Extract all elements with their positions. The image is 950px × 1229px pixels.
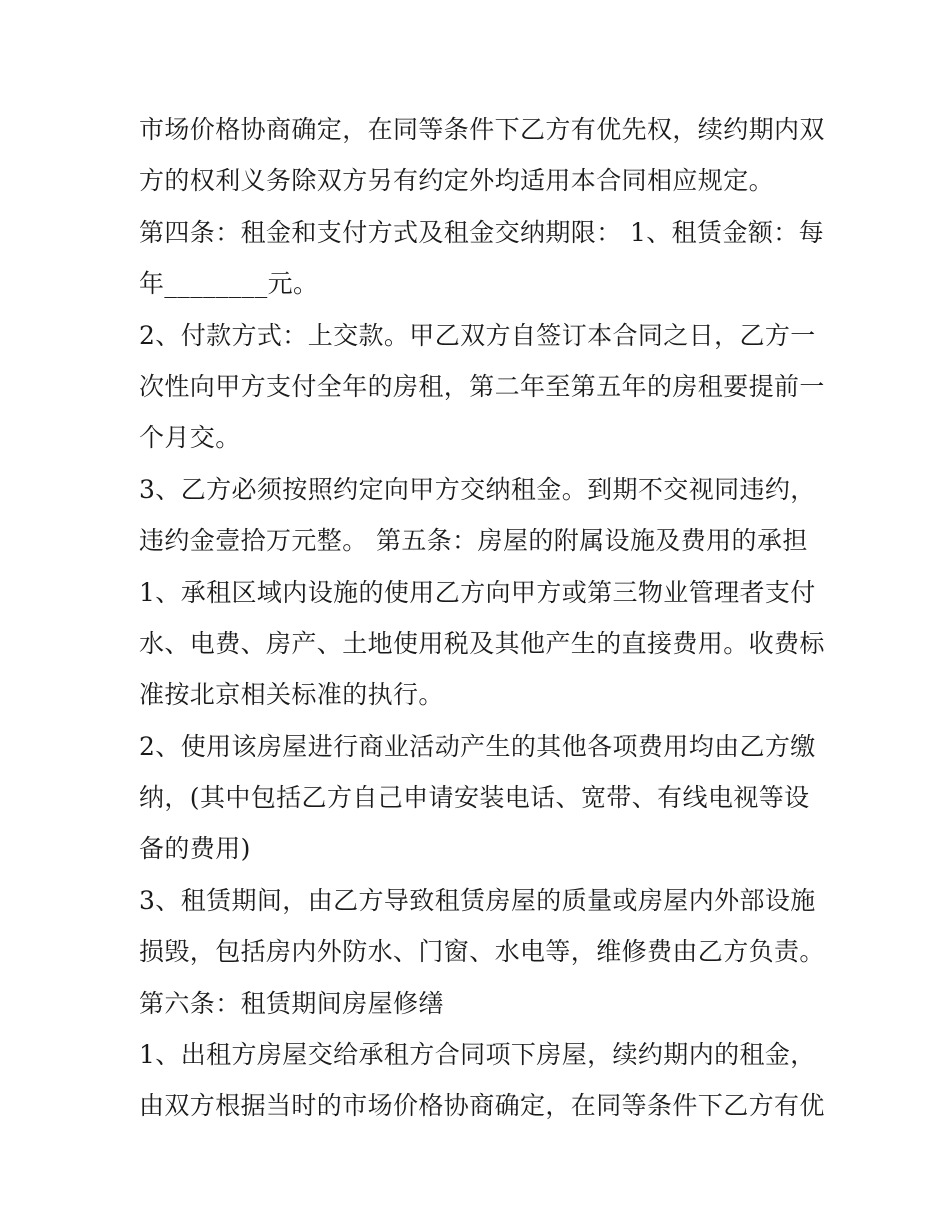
text-line: 市场价格协商确定，在同等条件下乙方有优先权，续约期内双 — [139, 115, 825, 144]
text-line: 方的权利义务除双方另有约定外均适用本合同相应规定。 — [139, 166, 775, 196]
text-line: 个月交。 — [139, 423, 241, 453]
text-line: 年________元。 — [139, 269, 319, 299]
text-line: 水、电费、房产、土地使用税及其他产生的直接费用。收费标 — [139, 628, 825, 658]
text-line: 次性向甲方支付全年的房租，第二年至第五年的房租要提前一 — [139, 371, 825, 401]
text-line: 1、出租方房屋交给承租方合同项下房屋，续约期内的租金， — [139, 1040, 816, 1070]
text-line: 违约金壹拾万元整。 第五条：房屋的附属设施及费用的承担 — [139, 526, 808, 556]
text-line: 2、付款方式：上交款。甲乙双方自签订本合同之日，乙方一 — [139, 320, 816, 350]
text-line: 纳，(其中包括乙方自己申请安装电话、宽带、有线电视等设 — [139, 783, 810, 813]
text-line: 3、乙方必须按照约定向甲方交纳租金。到期不交视同违约， — [139, 474, 816, 504]
text-line: 1、承租区域内设施的使用乙方向甲方或第三物业管理者支付 — [139, 577, 816, 607]
text-line: 由双方根据当时的市场价格协商确定，在同等条件下乙方有优 — [139, 1091, 825, 1121]
text-line: 3、租赁期间，由乙方导致租赁房屋的质量或房屋内外部设施 — [139, 885, 816, 915]
text-line: 第四条：租金和支付方式及租金交纳期限： 1、租赁金额：每 — [139, 217, 825, 247]
contract-text — [139, 104, 829, 1132]
text-line: 损毁，包括房内外防水、门窗、水电等，维修费由乙方负责。 — [139, 937, 825, 967]
text-line: 准按北京相关标准的执行。 — [139, 680, 444, 710]
text-line: 第六条：租赁期间房屋修缮 — [139, 988, 444, 1018]
text-line: 2、使用该房屋进行商业活动产生的其他各项费用均由乙方缴 — [139, 731, 816, 761]
text-line: 备的费用) — [139, 834, 251, 864]
